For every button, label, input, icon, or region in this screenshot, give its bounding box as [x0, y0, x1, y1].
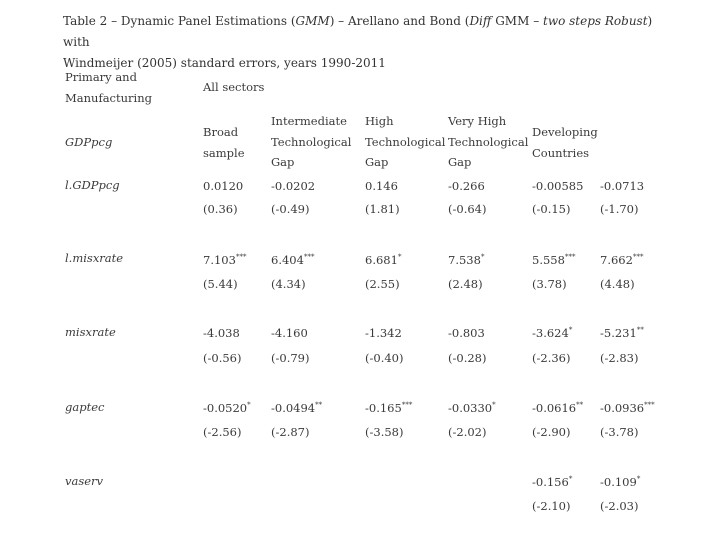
significance-stars: ** — [576, 401, 584, 409]
t-stat: (3.78) — [532, 277, 567, 291]
coef-value: -0.0494 — [271, 401, 316, 415]
caption-robust: two steps Robust — [543, 14, 648, 28]
coef-value: 0.0120 — [203, 179, 244, 193]
header-line: Gap — [271, 155, 295, 169]
significance-stars: * — [568, 475, 573, 483]
coef-cell — [600, 176, 644, 196]
t-stat: (-2.56) — [203, 425, 242, 439]
row-label: l.GDPpcg — [65, 178, 120, 192]
significance-stars: * — [247, 401, 251, 409]
dependent-variable-label: GDPpcg — [65, 135, 113, 149]
t-stat: (-0.49) — [271, 202, 310, 216]
coef-value: -0.0520 — [203, 401, 248, 415]
coef-cell — [365, 398, 412, 418]
significance-stars: *** — [564, 253, 576, 261]
significance-stars: *** — [632, 253, 644, 261]
t-stat: (-0.40) — [365, 351, 404, 365]
coef-cell — [532, 323, 572, 343]
coef-cell — [271, 176, 315, 196]
coef-cell — [271, 250, 314, 270]
t-stat: (-0.79) — [271, 351, 310, 365]
coef-value: -0.156 — [532, 475, 569, 489]
header-line: Technological — [271, 134, 352, 149]
col-header-developing-countries — [532, 122, 598, 163]
coef-cell — [203, 398, 251, 418]
t-stat: (-2.36) — [532, 351, 571, 365]
header-line: Gap — [365, 155, 389, 169]
coef-cell — [532, 398, 583, 418]
t-stat: (-0.64) — [448, 202, 487, 216]
coef-cell — [448, 398, 496, 418]
coef-value: -0.0713 — [600, 179, 645, 193]
corner-line: Manufacturing — [65, 90, 152, 105]
coef-value: -4.160 — [271, 326, 308, 340]
header-line: Technological — [365, 134, 446, 149]
coef-cell — [271, 398, 322, 418]
coef-cell — [203, 176, 243, 196]
coef-value: 7.103 — [203, 253, 236, 267]
header-line: Technological — [448, 134, 529, 149]
coef-value: -0.165 — [365, 401, 402, 415]
coef-value: -4.038 — [203, 326, 240, 340]
corner-line: Primary and — [65, 70, 137, 84]
coef-cell — [448, 323, 485, 343]
coef-value: -0.0330 — [448, 401, 493, 415]
coef-cell — [600, 398, 655, 418]
t-stat: (2.48) — [448, 277, 483, 291]
significance-stars: ** — [636, 326, 644, 334]
t-stat: (4.48) — [600, 277, 635, 291]
t-stat: (4.34) — [271, 277, 306, 291]
coef-value: 6.404 — [271, 253, 304, 267]
coef-value: -0.0616 — [532, 401, 577, 415]
col-header-very-high-gap — [448, 111, 528, 173]
coef-value: -3.624 — [532, 326, 569, 340]
t-stat: (-2.90) — [532, 425, 571, 439]
t-stat: (-0.28) — [448, 351, 487, 365]
coef-cell — [600, 250, 643, 270]
significance-stars: * — [568, 326, 573, 334]
row-label: misxrate — [65, 325, 116, 339]
t-stat: (-3.78) — [600, 425, 639, 439]
header-line: High — [365, 114, 394, 128]
caption-gmm: GMM — [295, 14, 330, 28]
t-stat: (-2.10) — [532, 499, 571, 513]
coef-value: -0.109 — [600, 475, 637, 489]
coef-cell — [448, 176, 485, 196]
all-sectors-header: All sectors — [203, 80, 265, 94]
significance-stars: ** — [315, 401, 323, 409]
t-stat: (0.36) — [203, 202, 238, 216]
significance-stars: * — [397, 253, 402, 261]
coef-value: -0.266 — [448, 179, 485, 193]
coef-value: -0.0202 — [271, 179, 316, 193]
t-stat: (5.44) — [203, 277, 238, 291]
coef-cell — [365, 250, 401, 270]
coef-value: 7.538 — [448, 253, 481, 267]
header-line: Developing — [532, 125, 598, 139]
t-stat: (-2.02) — [448, 425, 487, 439]
t-stat: (-0.56) — [203, 351, 242, 365]
row-label: gaptec — [65, 400, 105, 414]
coef-value: 6.681 — [365, 253, 398, 267]
coef-cell — [271, 323, 308, 343]
t-stat: (2.55) — [365, 277, 400, 291]
significance-stars: *** — [235, 253, 247, 261]
coef-value: 0.146 — [365, 179, 398, 193]
header-line: Broad — [203, 125, 239, 139]
caption-text: ) – Arellano and Bond ( — [329, 14, 470, 28]
row-label: l.misxrate — [65, 251, 124, 265]
caption-text: ) with — [63, 14, 653, 49]
coef-cell — [600, 323, 644, 343]
corner-header — [65, 67, 152, 108]
t-stat: (-2.83) — [600, 351, 639, 365]
row-label: vaserv — [65, 474, 104, 488]
coef-value: -0.00585 — [532, 179, 584, 193]
coef-cell — [532, 472, 572, 492]
col-header-broad-sample — [203, 122, 245, 163]
t-stat: (-2.87) — [271, 425, 310, 439]
significance-stars: *** — [303, 253, 315, 261]
caption-text: GMM – — [491, 14, 544, 28]
caption-text: Table 2 – Dynamic Panel Estimations ( — [63, 14, 296, 28]
coef-value: -5.231 — [600, 326, 637, 340]
t-stat: (-0.15) — [532, 202, 571, 216]
coef-value: 5.558 — [532, 253, 565, 267]
coef-cell — [365, 323, 402, 343]
header-line: Intermediate — [271, 114, 347, 128]
coef-cell — [203, 323, 240, 343]
coef-cell — [448, 250, 484, 270]
coef-cell — [532, 250, 575, 270]
coef-cell — [532, 176, 583, 196]
t-stat: (-2.03) — [600, 499, 639, 513]
table-caption — [63, 11, 663, 74]
coef-cell — [203, 250, 246, 270]
significance-stars: * — [492, 401, 496, 409]
t-stat: (-3.58) — [365, 425, 404, 439]
coef-cell — [365, 176, 398, 196]
caption-line-2: Windmeijer (2005) standard errors, years 1990-2011 — [63, 56, 386, 70]
significance-stars: *** — [644, 401, 655, 409]
t-stat: (1.81) — [365, 202, 400, 216]
caption-diff: Diff — [469, 14, 492, 28]
header-line: Very High — [448, 114, 507, 128]
significance-stars: * — [636, 475, 641, 483]
significance-stars: * — [480, 253, 485, 261]
coef-value: 7.662 — [600, 253, 633, 267]
header-line: Gap — [448, 155, 472, 169]
col-header-intermediate-gap — [271, 111, 351, 173]
header-line: sample — [203, 145, 245, 160]
coef-cell — [600, 472, 640, 492]
col-header-high-gap — [365, 111, 445, 173]
coef-value: -0.803 — [448, 326, 485, 340]
coef-value: -1.342 — [365, 326, 402, 340]
t-stat: (-1.70) — [600, 202, 639, 216]
significance-stars: *** — [401, 401, 413, 409]
header-line: Countries — [532, 145, 590, 160]
coef-value: -0.0936 — [600, 401, 645, 415]
